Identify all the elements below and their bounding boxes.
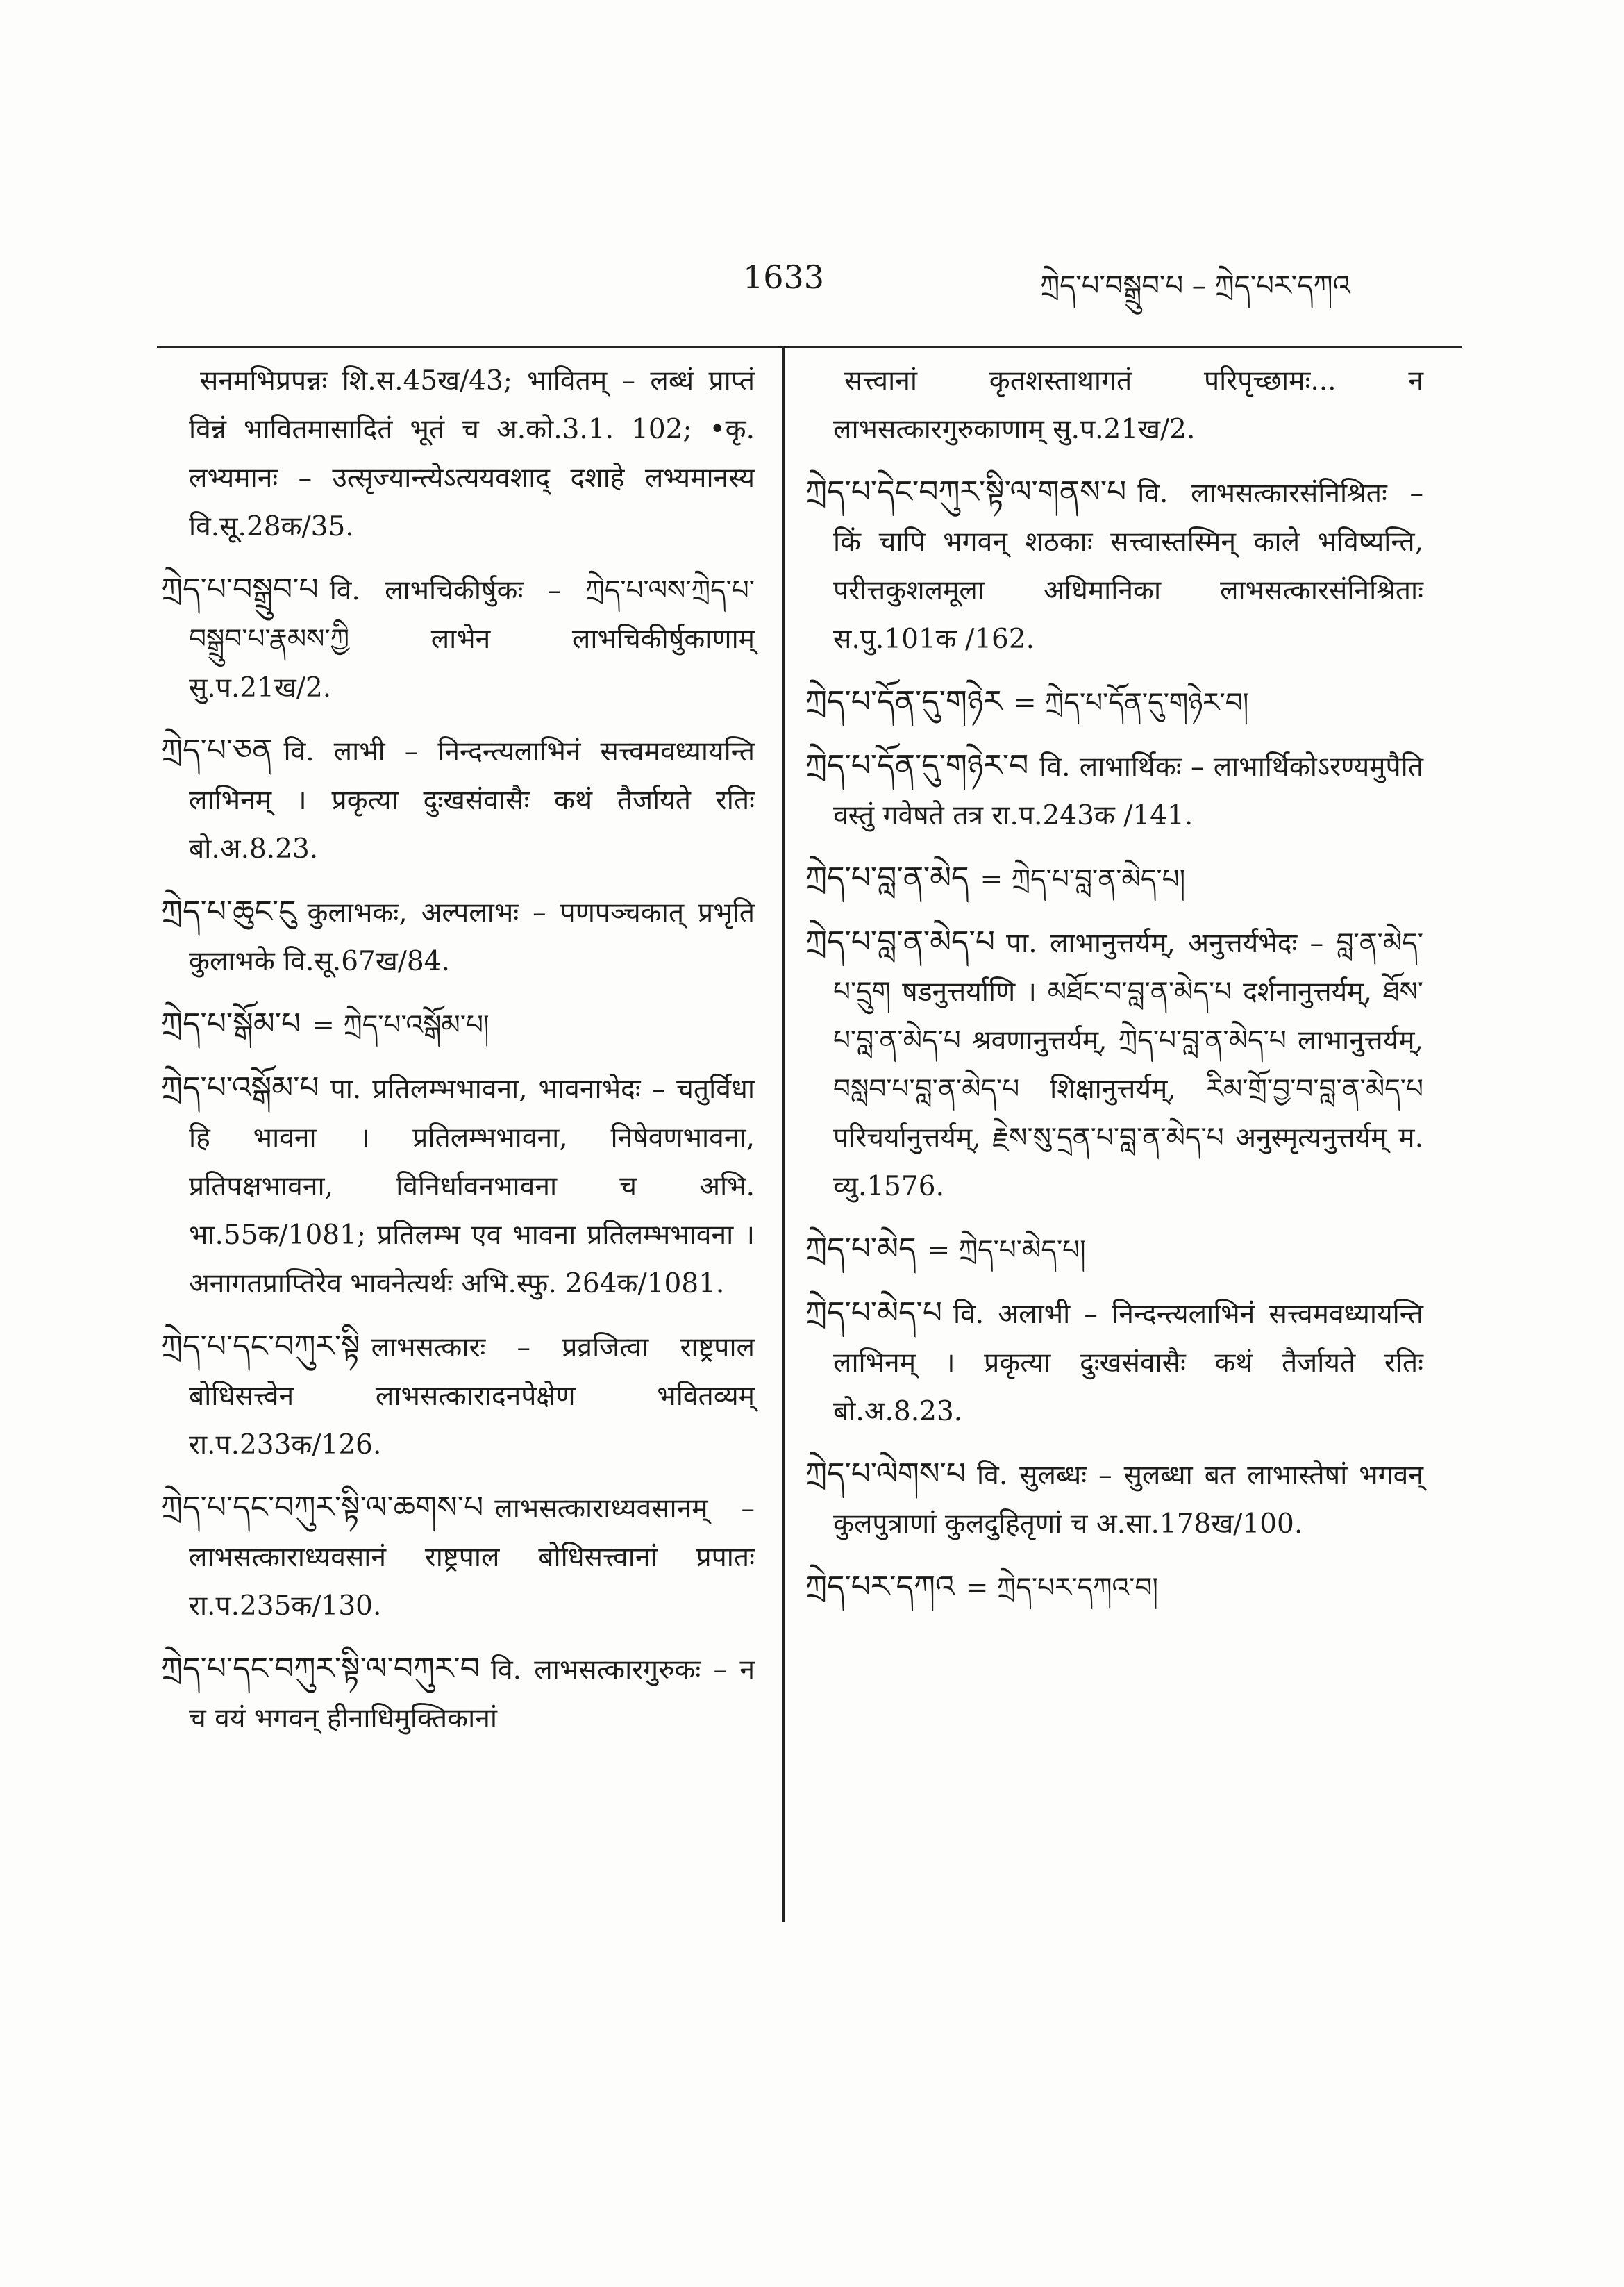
entry-headword: ཀྲེད་པ་མེད [805,1231,916,1267]
entry-headword: ཀྲེད་པ་ཅན [161,733,273,768]
entry-headword: ཀྲེད་པ་བླ་ན་མེད [805,860,969,896]
entry-headword: ཀྲེད་པ་སྒོམ་པ [161,1006,301,1042]
dictionary-entry [161,1322,755,1470]
entry-headword: ཀྲེད་པ་དང་བཀུར་སྟི [161,1329,360,1364]
right-column [805,356,1423,1627]
dictionary-entry [161,356,755,551]
running-header-guide-words: ཀྲེད་པ་བསྒྲུབ་པ – ཀྲེད་པར་དཀའ [1040,270,1350,302]
entry-definition: लाभसत्कारः – प्रव्रजित्वा राष्ट्रपाल बोधिसत्त्वेन लाभसत्कारादनपेक्षेण भवितव्यम् रा.प.233क/126. [189,1332,755,1461]
left-column [161,356,755,1757]
entry-definition: कुलाभकः, अल्पलाभः – पणपञ्चकात् प्रभृति कुलाभके वि.सू.67ख/84. [189,897,755,977]
dictionary-entry [161,565,755,713]
dictionary-entry [161,726,755,874]
entry-definition: = ཀྲེད་པ་དོན་དུ་གཉེར་བ། [1013,688,1249,719]
entry-definition: वि. लाभी – निन्दन्त्यलाभिनं सत्त्वमवध्यायन्ति लाभिनम् । प्रकृत्या दुःखसंवासैः कथं तैर्जायते रतिः बो.अ.8.23. [189,736,755,865]
entry-headword: ཀྲེད་པ་མེད་པ [805,1295,942,1331]
entry-definition: वि. अलाभी – निन्दन्त्यलाभिनं सत्त्वमवध्यायन्ति लाभिनम् । प्रकृत्या दुःखसंवासैः कथं तैर्जायते रतिः बो.अ.8.23. [833,1299,1423,1427]
column-divider [782,346,785,1922]
dictionary-entry [805,1450,1423,1549]
entry-headword: ཀྲེད་པར་དཀའ [805,1569,955,1604]
dictionary-entry [805,356,1423,454]
entry-headword: ཀྲེད་པ་བླ་ན་མེད་པ [805,924,995,960]
entry-definition: वि. लाभचिकीर्षुकः – ཀྲེད་པ་ལས་ཀྲེད་པ་བསྒྲུབ་པ་རྣམས་ཀྱི लाभेन लाभचिकीर्षुकाणाम् सु.प.21ख/2. [189,575,755,704]
entry-headword: ཀྲེད་པ་དོན་དུ་གཉེར་བ [805,748,1029,783]
dictionary-entry [805,854,1423,904]
dictionary-entry [161,1645,755,1743]
entry-definition: लाभसत्काराध्यवसानम् – लाभसत्काराध्यवसानं राष्ट्रपाल बोधिसत्त्वानां प्रपातः रा.प.235क/130. [189,1493,755,1622]
entry-headword: ཀྲེད་པ་དེང་བཀུར་སྟི་ལ་གནས་པ [805,474,1127,510]
entry-headword: ཀྲེད་པ་ལེགས་པ [805,1456,966,1492]
entry-headword: ཀྲེད་པ་ཆུང་ངུ [161,894,296,929]
entry-definition: वि. लाभार्थिकः – लाभार्थिकोऽरण्यमुपैति वस्तुं गवेषते तत्र रा.प.243क /141. [833,751,1423,831]
dictionary-entry [805,678,1423,728]
entry-definition: = ཀྲེད་པར་དཀའ་བ། [965,1572,1158,1604]
entry-headword: ཀྲེད་པ་བསྒྲུབ་པ [161,572,319,607]
entry-definition: = ཀྲེད་པ་མེད་པ། [927,1235,1086,1266]
entry-definition: सत्त्वानां कृतशस्ताथागतं परिपृच्छामः... न लाभसत्कारगुरुकाणाम् सु.प.21ख/2. [833,365,1423,445]
entry-definition: = ཀྲེད་པ་བླ་ན་མེད་པ། [980,864,1186,895]
entry-definition: पा. प्रतिलम्भभावना, भावनाभेदः – चतुर्विधा हि भावना । प्रतिलम्भभावना, निषेवणभावना, प्रतिपक्षभावना, विनिर्धावनभावना च अभि. भा.55क/1081; प्रतिलम्भ एव भावना प्रतिलम्भभावना । अनागतप्राप्तिरेव भावनेत्यर्थः अभि.स्फु. 264क/1081. [189,1074,755,1299]
entry-definition: पा. लाभानुत्तर्यम्, अनुत्तर्यभेदः – བླ་ན་མེད་པ་དྲུག षडनुत्तर्याणि । མཐོང་བ་བླ་ན་མེད་པ दर्शनानुत्तर्यम्, ཐོས་པ་བླ་ན་མེད་པ श्रवणानुत्तर्यम्, ཀྲེད་པ་བླ་ན་མེད་པ लाभानुत्तर्यम्, བསླབ་པ་བླ་ན་མེད་པ शिक्षानुत्तर्यम्, རིམ་གྲོ་བྱ་བ་བླ་ན་མེད་པ परिचर्यानुत्तर्यम्, རྗེས་སུ་དྲན་པ་བླ་ན་མེད་པ अनुस्मृत्यनुत्तर्यम् म. व्यु.1576. [833,928,1423,1202]
entry-headword: ཀྲེད་པ་དང་བཀུར་སྟི་ལ་བཀུར་བ [161,1651,480,1686]
page-number: 1633 [743,258,825,296]
dictionary-entry [161,888,755,986]
entry-definition: वि. सुलब्धः – सुलब्धा बत लाभास्तेषां भगवन् कुलपुत्राणां कुलदुहितृणां च अ.सा.178ख/100. [833,1460,1423,1540]
entry-headword: ཀྲེད་པ་དང་བཀུར་སྟི་ལ་ཆགས་པ [161,1490,484,1525]
dictionary-entry [161,1483,755,1631]
dictionary-entry [805,918,1423,1211]
entry-definition: = ཀྲེད་པ་འསྒོམ་པ། [312,1010,489,1041]
entry-headword: ཀྲེད་པ་དོན་དུ་གཉེར [805,684,1003,720]
dictionary-entry [805,1225,1423,1275]
entry-definition: वि. लाभसत्कारगुरुकः – न च वयं भगवन् हीनाधिमुक्तिकानां [189,1654,755,1734]
dictionary-entry [161,1000,755,1050]
header-rule [157,346,1462,348]
dictionary-entry [805,468,1423,664]
entry-headword: ཀྲེད་པ་འསྒོམ་པ [161,1070,319,1106]
entry-definition: वि. लाभसत्कारसंनिश्रितः – किं चापि भगवन् शठकाः सत्त्वास्तस्मिन् काले भविष्यन्ति, परीत्तकुशलमूला अधिमानिका लाभसत्कारसंनिश्रिताः स.पु.101क /162. [833,478,1423,655]
dictionary-entry [805,742,1423,840]
dictionary-entry [805,1289,1423,1436]
entry-definition: सनमभिप्रपन्नः शि.स.45ख/43; भावितम् – लब्धं प्राप्तं विन्नं भावितमासादितं भूतं च अ.को.3.1. 102; •कृ. लभ्यमानः – उत्सृज्यान्त्येऽत्ययवशाद् दशाहे लभ्यमानस्य वि.सू.28क/35. [189,365,755,542]
dictionary-entry [161,1064,755,1308]
dictionary-entry [805,1563,1423,1613]
